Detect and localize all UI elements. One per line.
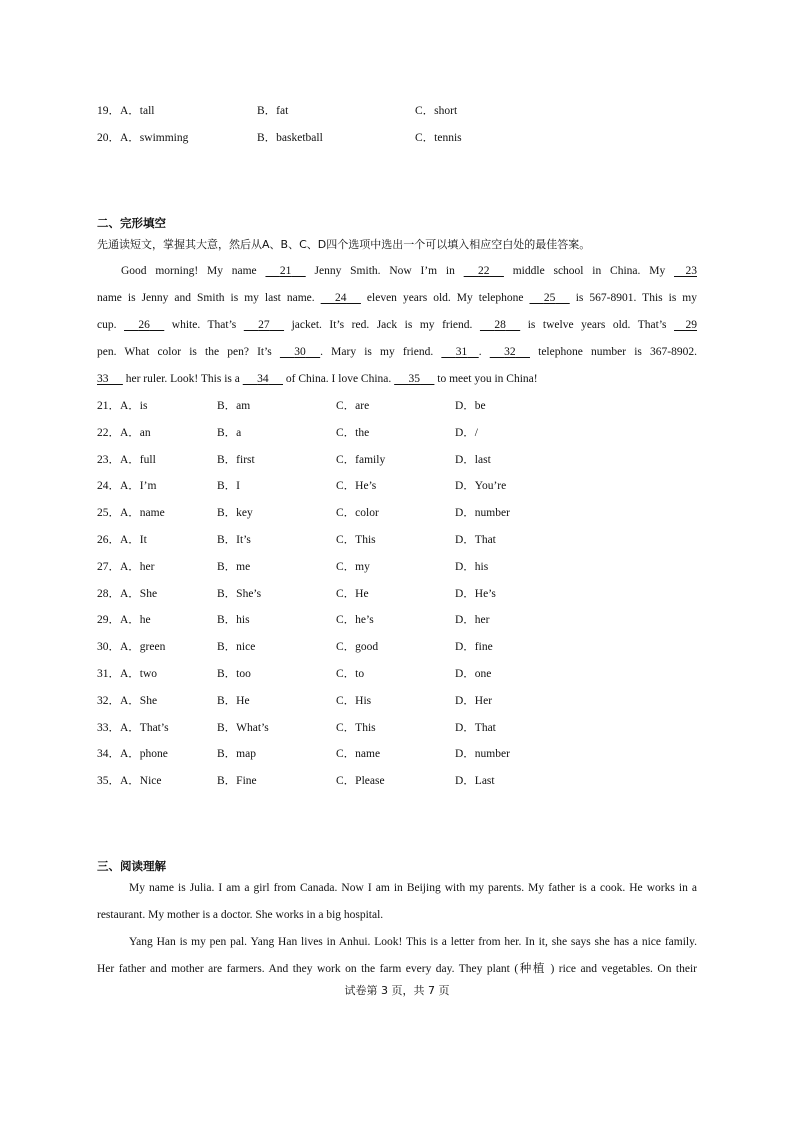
blank-number: 33 (97, 373, 109, 385)
option-a: 29．A．he (97, 614, 151, 627)
text: to meet you in China! (434, 373, 538, 385)
option-a: 22．A．an (97, 426, 151, 439)
option-c: C．He (336, 587, 369, 600)
option-d: D．number (455, 748, 510, 761)
option-d: D．Last (455, 775, 495, 788)
option-a: 28．A．She (97, 587, 158, 600)
option-b: B．too (217, 668, 251, 680)
option-c: C．to (336, 668, 365, 680)
option-b: B．map (217, 748, 256, 761)
option-c: C．short (415, 105, 458, 117)
blank-number: 29 (685, 319, 698, 331)
option-d: D．Her (455, 694, 493, 707)
cloze-passage (97, 258, 697, 393)
blank-33 (97, 366, 123, 393)
blank-number: 31 (455, 346, 468, 358)
reading-line-1: My name is Julia. I am a girl from Canada. Now I am in Beijing with my parents. My father is a cook. He works in a (129, 882, 697, 894)
section-title-reading: 三、阅读理解 (97, 859, 166, 873)
text: cup. (97, 319, 125, 331)
option-d: D．number (455, 507, 510, 520)
blank-number: 30 (294, 346, 306, 358)
blank-21 (265, 258, 305, 285)
blank-29 (674, 312, 697, 339)
text: white. That’s (164, 319, 244, 331)
option-a: 26．A．It (97, 534, 147, 546)
option-a: 32．A．She (97, 694, 158, 707)
passage-line-2 (97, 285, 697, 312)
option-c: C．name (336, 748, 381, 761)
blank-number: 35 (408, 373, 421, 385)
option-c: C．family (336, 453, 386, 466)
option-a: 19．A．tall (97, 105, 155, 117)
blank-28 (480, 312, 520, 339)
blank-number: 32 (504, 346, 516, 358)
option-a: 20．A．swimming (97, 132, 189, 144)
blank-26 (124, 312, 164, 339)
option-b: B．I (217, 480, 240, 493)
reading-line-4: Her father and mother are farmers. And they work on the farm every day. They plant (种植 ) rice and vegetables. On their (97, 963, 697, 975)
reading-passage (97, 875, 697, 983)
option-d: D．be (455, 400, 486, 412)
text: is 567-8901. This is my (569, 292, 697, 304)
text: middle school in China. My (503, 265, 674, 277)
blank-number: 22 (478, 265, 490, 277)
text: pen. What color is the pen? It’s (97, 346, 280, 358)
option-a: 27．A．her (97, 560, 155, 573)
passage-line-4 (97, 339, 697, 366)
text: Jenny Smith. Now I’m in (305, 265, 464, 277)
option-d: D．That (455, 721, 496, 734)
text: jacket. It’s red. Jack is my friend. (284, 319, 480, 331)
blank-number: 28 (494, 319, 506, 331)
blank-number: 24 (335, 292, 347, 304)
section-instruction: 先通读短文，掌握其大意，然后从A、B、C、D四个选项中选出一个可以填入相应空白处的最佳答案。 (97, 238, 591, 251)
text: name is Jenny and Smith is my last name. (97, 292, 321, 304)
text: . Mary is my friend. (320, 346, 442, 358)
option-d: D．one (455, 668, 492, 680)
option-a: 21．A．is (97, 400, 148, 412)
option-d: D．/ (455, 426, 478, 439)
option-b: B．his (217, 614, 250, 627)
blank-35 (394, 366, 434, 393)
option-b: B．basketball (257, 132, 323, 144)
option-c: C．my (336, 560, 370, 573)
option-a: 23．A．full (97, 453, 156, 466)
option-b: B．fat (257, 105, 289, 117)
passage-line-1 (97, 258, 697, 285)
option-a: 30．A．green (97, 641, 166, 654)
option-a: 34．A．phone (97, 748, 168, 761)
option-b: B．key (217, 507, 253, 520)
blank-number: 27 (258, 319, 270, 331)
option-c: C．color (336, 507, 379, 520)
text: eleven years old. My telephone (360, 292, 530, 304)
blank-30 (280, 339, 320, 366)
section-title-cloze: 二、完形填空 (97, 216, 166, 230)
blank-number: 34 (257, 373, 269, 385)
option-c: C．Please (336, 775, 385, 788)
passage-line-3 (97, 312, 697, 339)
option-d: D．He’s (455, 587, 496, 600)
option-a: 24．A．I’m (97, 480, 157, 493)
blank-number: 23 (685, 265, 697, 277)
option-a: 35．A．Nice (97, 775, 162, 788)
blank-number: 21 (279, 265, 292, 277)
option-c: C．are (336, 400, 370, 412)
option-b: B．She’s (217, 587, 262, 600)
option-c: C．This (336, 534, 376, 546)
option-c: C．This (336, 721, 376, 734)
passage-line-5 (97, 366, 697, 393)
option-d: D．her (455, 614, 490, 627)
blank-number: 25 (543, 292, 556, 304)
text: . (478, 346, 490, 358)
blank-24 (321, 285, 361, 312)
option-c: C．good (336, 641, 379, 654)
option-d: D．last (455, 453, 491, 466)
blank-23 (674, 258, 697, 285)
option-a: 31．A．two (97, 668, 158, 680)
option-c: C．He’s (336, 480, 377, 493)
option-c: C．tennis (415, 132, 462, 144)
option-b: B．am (217, 400, 251, 412)
text: is twelve years old. That’s (520, 319, 675, 331)
blank-25 (529, 285, 569, 312)
option-c: C．he’s (336, 614, 374, 627)
text: her ruler. Look! This is a (122, 373, 243, 385)
option-b: B．Fine (217, 775, 257, 788)
option-d: D．his (455, 560, 489, 573)
blank-31 (441, 339, 478, 366)
blank-27 (244, 312, 284, 339)
text: of China. I love China. (283, 373, 395, 385)
blank-32 (490, 339, 530, 366)
blank-22 (464, 258, 504, 285)
option-b: B．It’s (217, 534, 251, 546)
text: Good morning! My name (121, 265, 266, 277)
reading-line-2: restaurant. My mother is a doctor. She works in a big hospital. (97, 909, 384, 921)
option-a: 33．A．That’s (97, 721, 169, 734)
option-c: C．the (336, 426, 370, 439)
option-b: B．He (217, 694, 250, 707)
option-b: B．first (217, 453, 255, 466)
option-a: 25．A．name (97, 507, 165, 520)
option-d: D．You’re (455, 480, 507, 493)
text: telephone number is 367-8902. (529, 346, 697, 358)
option-b: B．nice (217, 641, 256, 654)
option-d: D．fine (455, 641, 493, 654)
page-footer: 试卷第 3 页，共 7 页 (344, 984, 450, 997)
blank-34 (243, 366, 283, 393)
blank-number: 26 (138, 319, 150, 331)
option-b: B．a (217, 426, 242, 439)
option-c: C．His (336, 694, 372, 707)
option-d: D．That (455, 534, 496, 546)
option-b: B．What’s (217, 721, 269, 734)
reading-line-3: Yang Han is my pen pal. Yang Han lives in Anhui. Look! This is a letter from her. In it, she says she has a nice family. (129, 936, 697, 948)
option-b: B．me (217, 560, 251, 573)
